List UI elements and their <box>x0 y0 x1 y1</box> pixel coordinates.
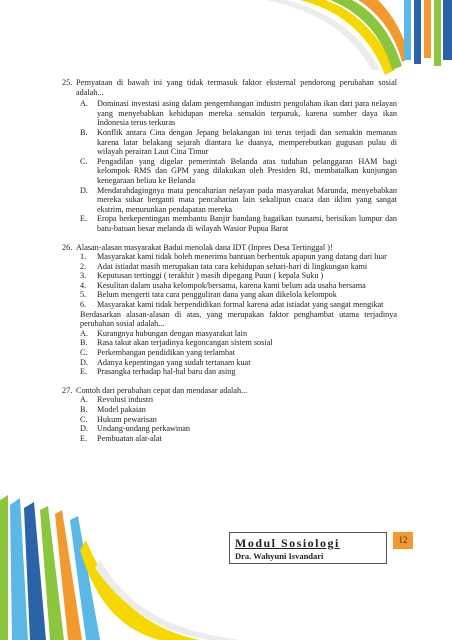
question-25 <box>62 78 397 234</box>
question-text: Contoh dari perubahan cepat dan mendasar adalah... <box>76 385 248 395</box>
option-b: B. Model pakaian <box>80 405 146 414</box>
bottom-left-decoration <box>0 480 240 640</box>
option-a: A. Dominasi investasi asing dalam pengembangan industri pengolahan ikan dari para nelayan yang menyebabkan kehidupan mereka semakin terpuruk, karena sumber daya ikan Indonesia terus terkuras <box>80 99 397 128</box>
module-author: Dra. Wahyuni Isvandari <box>235 551 324 561</box>
option-b: B. Konflik antara Cina dengan Jepang belakangan ini terus terjadi dan semakin memanas karena latar belakang sejarah diantara ke duanya, memperebutkan gugusan pulau di wilayah perairan Laut Cina Timur <box>80 127 397 157</box>
reason-item: 4. Kesulitan dalam usaha kelompok/bersama, karena kami belum ada usaha bersama <box>80 280 366 290</box>
option-e: E. Pembuatan alat-alat <box>80 433 162 443</box>
reason-item: 1. Masyarakat kami tidak boleh menerima bantuan berbentuk apapun yang datang dari luar <box>80 252 387 262</box>
option-c: C. Pengadilan yang digelar pemerintah Belanda atas tuduhan pelanggaran HAM bagi kelompok RMS dan GPM yang dilakukan oleh Presiden RI, membatalkan kunjungan kenegaraan beliau ke Belanda <box>80 156 397 185</box>
reason-item: 2. Adat istiadat masih merupakan tata cara kehidupan sehari-hari di lingkungan kami <box>80 261 368 271</box>
question-number: 25. <box>62 78 73 87</box>
footer-module-box <box>229 532 387 564</box>
option-b: B. Rasa takut akan terjadinya kegoncangan sistem sosial <box>80 338 273 348</box>
question-26 <box>62 243 397 377</box>
question-number: 26. <box>62 242 73 252</box>
question-text: Pernyataan di bawah ini yang tidak termasuk faktor eksternal pendorong perubahan sosial adalah... <box>76 78 397 97</box>
reason-item: 6. Masyarakat kami tidak berpendidikan formal karena adat istiadat yang sangat mengikat <box>80 300 384 310</box>
option-d: D. Mendarahdagingnya mata pencaharian nelayan pada masyarakat Marunda, menyebabkan mereka sukar berganti mata pencaharian lain sekalipun cuaca dan iklim yang sangat ekstrim, menurunkan pendapatan mereka <box>80 185 397 214</box>
reason-item: 5. Belum mengerti tata cara pengguliran dana yang akan dikelola kelompok <box>80 290 337 300</box>
option-a: A. Revolusi industri <box>80 395 154 405</box>
option-e: E. Eropa berkepentingan membantu Banjir bandang bagaikan tsunami, berisikan lumpur dan batu-batuan besar melanda di wilayah Wasior Pupua Barat <box>80 214 397 233</box>
option-c: C. Perkembangan pendidikan yang terlambat <box>80 348 236 358</box>
option-c: C. Hukum pewarisan <box>80 414 157 424</box>
option-d: D. Undang-undang perkawinan <box>80 424 190 434</box>
option-a: A. Kurangnya hubungan dengan masyarakat lain <box>80 328 248 338</box>
page-content <box>62 78 397 452</box>
question-number: 27. <box>62 385 73 395</box>
reason-item: 3. Keputusan tertinggi ( terakhir ) masih dipegang Puun ( kepala Suku ) <box>80 271 324 281</box>
question-27 <box>62 386 397 444</box>
module-title: Modul Sosiologi <box>235 536 340 550</box>
page-number: 12 <box>393 532 413 549</box>
option-d: D. Adanya kepentingan yang sudah tertanam kuat <box>80 357 251 367</box>
question-text: Alasan-alasan masyarakat Badui menolak dana IDT (Inpres Desa Tertinggal )! <box>76 242 333 252</box>
option-e: E. Prasangka terhadap hal-hal baru dan asing <box>80 367 236 377</box>
question-followup: Berdasarkan alasan-alasan di atas, yang merupakan faktor penghambat utama terjadinya perubahan sosial adalah... <box>80 309 397 329</box>
